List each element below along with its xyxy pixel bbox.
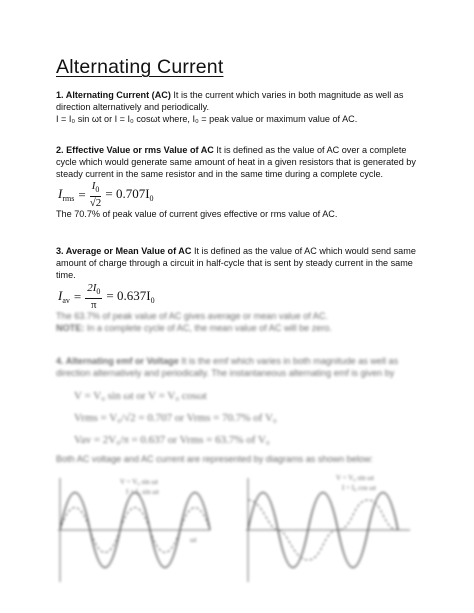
formula-rhs: = 0.707I	[105, 186, 150, 201]
emf-equation-2: Vrms = V₀/√2 = 0.707 or Vrms = 70.7% of V₀	[74, 412, 277, 424]
average-note: The 63.7% of peak value of AC gives average or mean value of AC.	[56, 311, 328, 321]
average-formula: $I_{av}$ = $\frac{2I_0}{\pi}$ = $0.637I_0$	[58, 282, 155, 311]
section-equation-line: I = I₀ sin ωt or I = I₀ cosωt where, I₀ = peak value or maximum value of AC.	[56, 114, 358, 124]
formula-rhs-sub: 0	[150, 296, 155, 305]
diagram-label: ωt	[190, 536, 197, 544]
section-heading: 3. Average or Mean Value of AC	[56, 246, 192, 256]
diagram-label: I = I₀ sin ωt	[126, 488, 159, 496]
section-rms	[56, 144, 428, 180]
formula-lhs: I	[58, 288, 63, 303]
ac-sine-diagram-right	[238, 470, 418, 590]
section-heading: 4. Alternating emf or Voltage	[56, 356, 179, 366]
formula-rhs-sub: 0	[149, 194, 154, 203]
formula-numerator: I	[91, 180, 96, 192]
section-emf	[56, 355, 428, 379]
emf-equations	[74, 385, 428, 451]
diagram-caption: Both AC voltage and AC current are represented by diagrams as shown below:	[56, 454, 373, 464]
rms-formula: $I_{rms}$ = $\frac{I_0}{√2}$ = $0.707I_0$	[58, 180, 154, 209]
formula-rhs: = 0.637I	[106, 288, 151, 303]
ac-sine-diagram-left	[50, 470, 220, 590]
note-text: In a complete cycle of AC, the mean value of AC will be zero.	[84, 323, 332, 333]
section-body: It is defined as the value of AC over a complete cycle which would generate same amount of heat in a given resistors that is generated by steady current in the same resistor and in the same time during a complete cycle.	[56, 145, 416, 179]
formula-lhs-sub: rms	[62, 194, 75, 203]
section-heading: 2. Effective Value or rms Value of AC	[56, 145, 214, 155]
formula-fraction	[90, 180, 102, 209]
emf-equation-1: V = V₀ sin ωt or V = V₀ cosωt	[74, 390, 207, 402]
diagram-label: I = I₀ cos ωt	[342, 484, 376, 492]
formula-fraction	[85, 282, 102, 311]
page-title: Alternating Current	[56, 56, 224, 78]
rms-note: The 70.7% of peak value of current gives effective or rms value of AC.	[56, 209, 338, 219]
formula-denominator: π	[91, 299, 97, 311]
diagram-label: V = V₀ sin ωt	[120, 478, 158, 486]
blurred-preview-section4	[56, 355, 428, 465]
section-heading: 1. Alternating Current (AC)	[56, 90, 171, 100]
formula-numerator: 2I	[87, 282, 97, 294]
diagram-label: V = V₀ sin ωt	[336, 474, 374, 482]
formula-lhs: I	[58, 186, 63, 201]
section-average	[56, 245, 428, 281]
mean-zero-note	[56, 322, 428, 334]
blurred-preview-notes	[56, 310, 428, 334]
formula-lhs-sub: av	[62, 296, 70, 305]
section-ac	[56, 89, 428, 125]
emf-equation-3: Vav = 2V₀/π = 0.637 or Vrms = 63.7% of V₀	[74, 434, 270, 446]
section-body: It is the emf which varies in both magnitude as well as direction alternatively and periodically. The instantaneous alternating emf is given by	[56, 356, 399, 378]
formula-numerator-sub: 0	[96, 287, 101, 296]
section-body: It is the current which varies in both magnitude as well as direction alternatively and periodically.	[56, 90, 404, 112]
formula-denominator: √2	[89, 197, 102, 209]
section-body: It is defined as the value of AC which would send same amount of charge through a circuit in half-cycle that is sent by steady current in the same time.	[56, 246, 416, 280]
formula-numerator-sub: 0	[95, 185, 100, 194]
note-label: NOTE:	[56, 323, 85, 333]
